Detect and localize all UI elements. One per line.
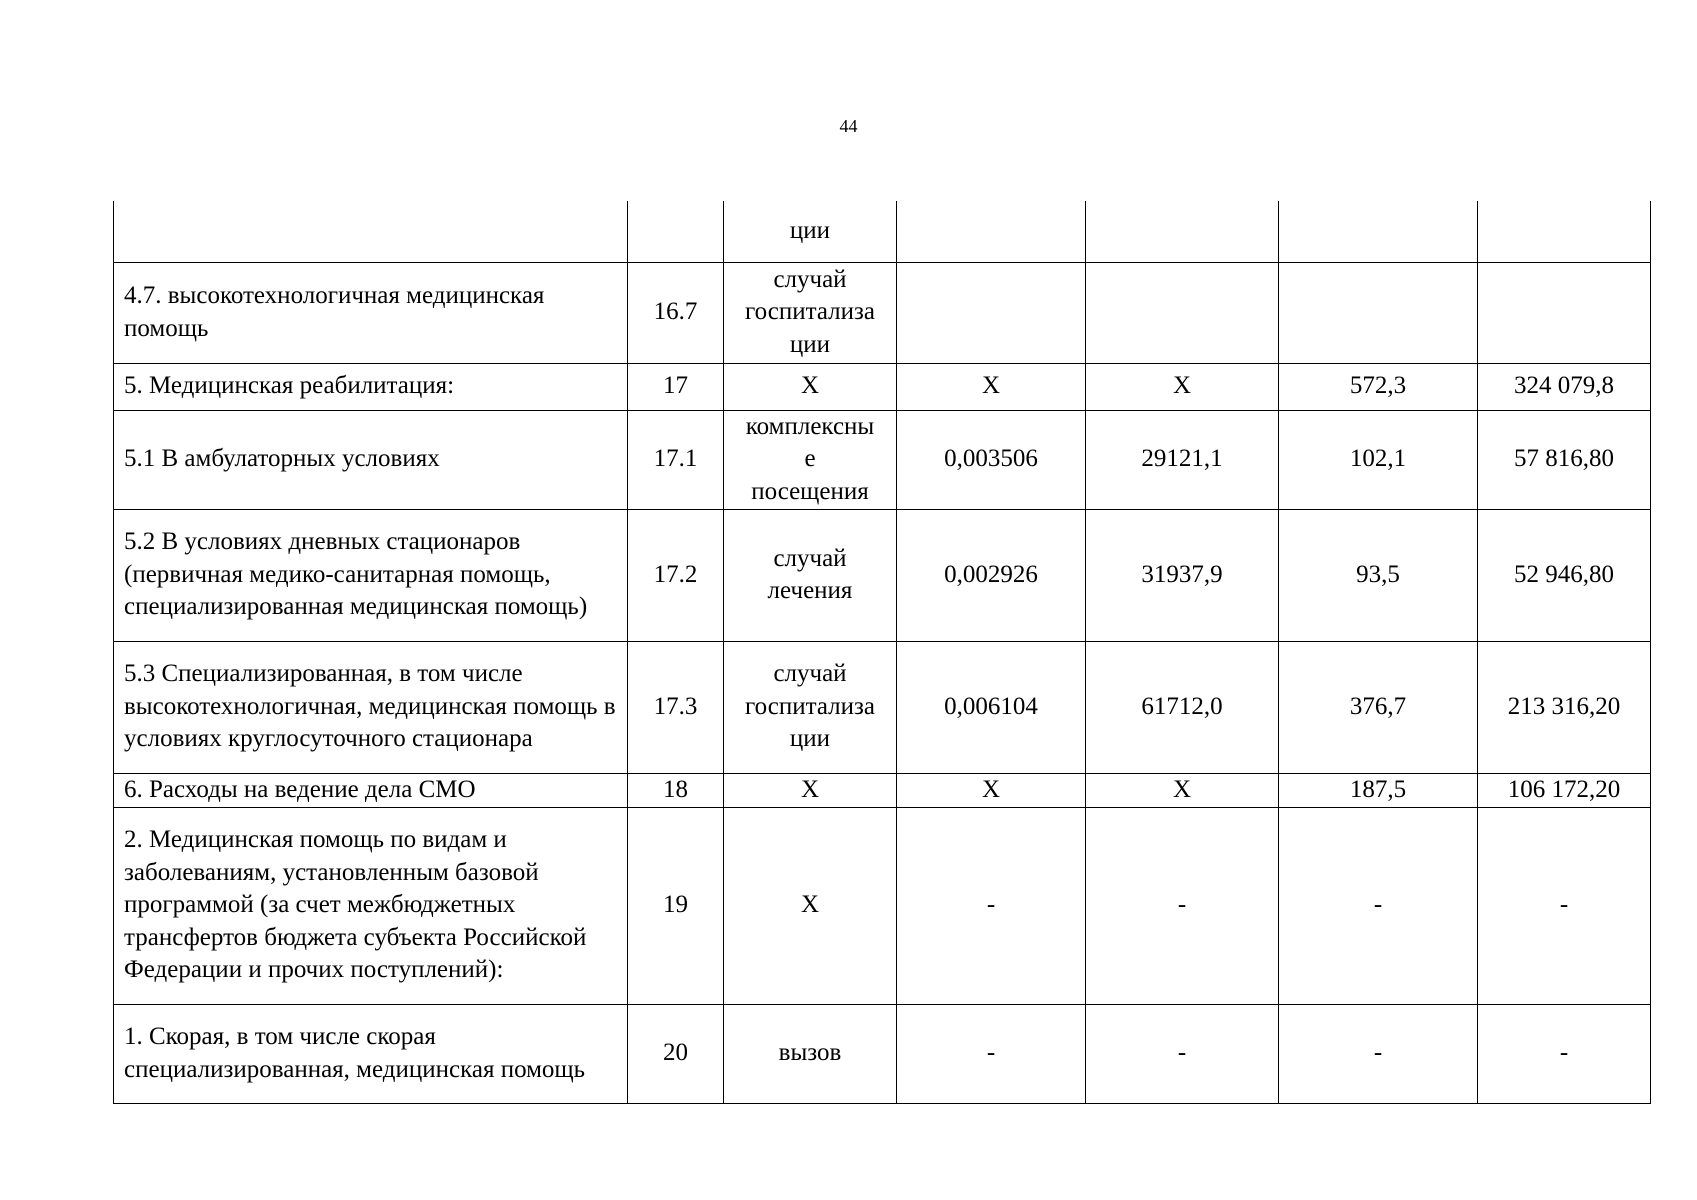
row-unit [724,201,897,262]
row-line-number: 16.7 [628,262,724,363]
unit-line: лечения [767,577,853,604]
row-value-4: 106 172,20 [1478,773,1651,807]
row-unit [724,363,897,410]
row-value-3: 376,7 [1279,641,1478,773]
data-table [113,201,1651,1104]
row-value-2: Х [1086,773,1279,807]
row-value-3: 187,5 [1279,773,1478,807]
table-row [114,262,1651,363]
row-value-2: Х [1086,363,1279,410]
row-name: 1. Скорая, в том числе скорая специализированная, медицинская помощь [114,1004,628,1103]
row-value-1: 0,002926 [897,509,1086,641]
row-line-number: 18 [628,773,724,807]
row-line-number: 17.1 [628,410,724,509]
row-line-number: 17.3 [628,641,724,773]
row-line-number: 20 [628,1004,724,1103]
row-value-4: 213 316,20 [1478,641,1651,773]
row-unit [724,773,897,807]
row-value-1: - [897,807,1086,1004]
row-value-3 [1279,262,1478,363]
unit-line: госпитализа [745,298,875,326]
row-name: 5.2 В условиях дневных стационаров (первичная медико-санитарная помощь, специализированная медицинская помощь) [114,509,628,641]
unit-line: ции [789,725,831,753]
unit-line: ции [789,217,831,244]
table-row [114,410,1651,509]
row-value-4 [1478,201,1651,262]
row-value-3 [1279,201,1478,262]
unit-line: Х [800,372,820,400]
row-value-1: Х [897,773,1086,807]
row-value-4: 52 946,80 [1478,509,1651,641]
row-name: 5.3 Специализированная, в том числе высокотехнологичная, медицинская помощь в условиях круглосуточного стационара [114,641,628,773]
row-value-2: - [1086,1004,1279,1103]
unit-line: госпитализа [745,692,875,720]
table-row [114,509,1651,641]
row-unit [724,1004,897,1103]
row-value-4: - [1478,807,1651,1004]
unit-line: Х [800,775,820,803]
unit-line: посещения [751,477,869,505]
table-row [114,773,1651,807]
row-value-4: 324 079,8 [1478,363,1651,410]
table-row [114,641,1651,773]
unit-line: е [804,445,816,473]
row-name: 6. Расходы на ведение дела СМО [114,773,628,807]
row-value-1: 0,006104 [897,641,1086,773]
row-value-3: 102,1 [1279,410,1478,509]
row-value-3: 572,3 [1279,363,1478,410]
unit-line: Х [800,891,820,919]
unit-line: вызов [778,1039,842,1067]
unit-line: ции [789,330,831,358]
unit-line: случай [773,544,847,572]
page-number: 44 [839,116,858,136]
row-value-4 [1478,262,1651,363]
row-line-number: 17.2 [628,509,724,641]
row-name: 2. Медицинская помощь по видам и заболеваниям, установленным базовой программой (за счет межбюджетных трансфертов бюджета субъекта Российской Федерации и прочих поступлений): [114,807,628,1004]
row-name: 5. Медицинская реабилитация: [114,363,628,410]
row-line-number: 19 [628,807,724,1004]
table-row [114,363,1651,410]
row-unit [724,641,897,773]
row-unit [724,410,897,509]
row-line-number: 17 [628,363,724,410]
row-name: 5.1 В амбулаторных условиях [114,410,628,509]
row-value-1: 0,003506 [897,410,1086,509]
table-row [114,1004,1651,1103]
row-name [114,201,628,262]
row-value-1 [897,201,1086,262]
row-value-3: - [1279,1004,1478,1103]
table-row [114,807,1651,1004]
row-value-2: 29121,1 [1086,410,1279,509]
row-unit [724,807,897,1004]
row-value-2 [1086,262,1279,363]
row-name: 4.7. высокотехнологичная медицинская помощь [114,262,628,363]
row-unit [724,509,897,641]
row-value-2: - [1086,807,1279,1004]
row-value-1 [897,262,1086,363]
row-line-number [628,201,724,262]
row-value-3: 93,5 [1279,509,1478,641]
unit-line: случай [773,265,847,293]
unit-line: комплексны [745,412,875,440]
row-value-2: 61712,0 [1086,641,1279,773]
table-row [114,201,1651,262]
unit-line: случай [773,660,847,688]
row-value-2 [1086,201,1279,262]
row-unit [724,262,897,363]
row-value-4: - [1478,1004,1651,1103]
row-value-4: 57 816,80 [1478,410,1651,509]
row-value-2: 31937,9 [1086,509,1279,641]
row-value-3: - [1279,807,1478,1004]
row-value-1: Х [897,363,1086,410]
row-value-1: - [897,1004,1086,1103]
